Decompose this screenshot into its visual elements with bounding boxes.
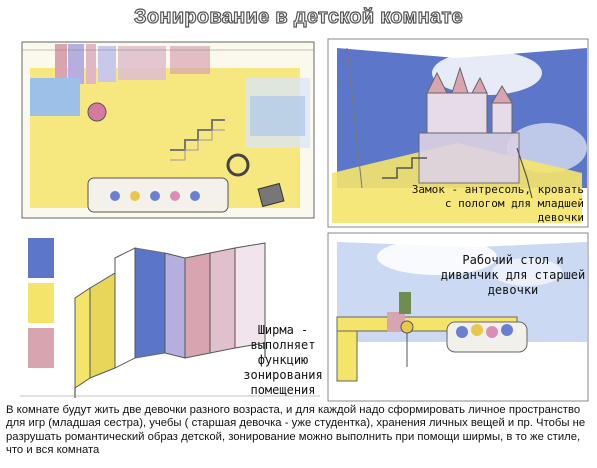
floor-plan-sketch xyxy=(20,38,320,220)
castle-caption: Замок - антресоль, кровать с пологом для младшей девочки xyxy=(411,183,584,224)
screen-caption: Ширма - выполняет функцию зонирования помещения xyxy=(243,323,323,397)
page-title: Зонирование в детской комнате xyxy=(134,6,463,28)
description-text: В комнате будут жить две девочки разного возраста, и для каждой надо сформировать личное пространство для игр (младшая сестра), учебы ( старшая девочка - уже студентка), хранения личных вещей и пр. Чтобы не разрушать романтический образ детской, зонирование можно выполнить при помощи ширмы, в то же стиле, что и вся комната xyxy=(6,404,586,456)
desk-caption: Рабочий стол и диванчик для старшей девочки xyxy=(440,253,586,297)
